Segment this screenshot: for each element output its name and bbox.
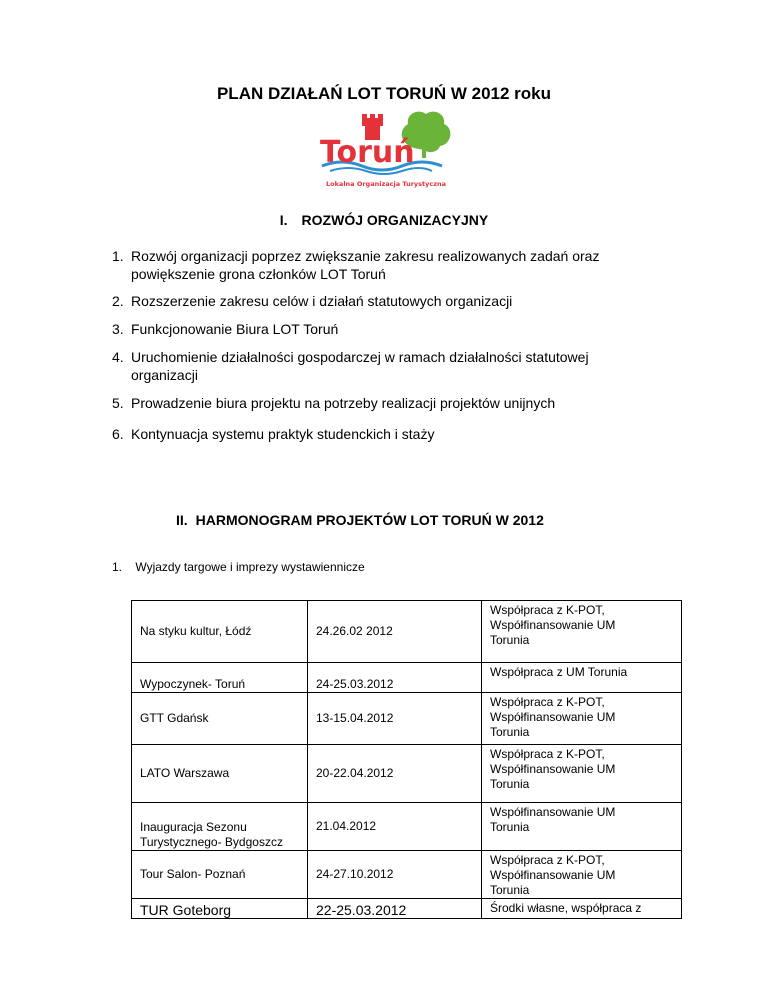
list-item: 2. Rozszerzenie zakresu celów i działań statutowych organizacji (112, 293, 513, 309)
note-cell: Współpraca z K-POT, Współfinansowanie UM Torunia (482, 693, 682, 745)
event-cell: Wypoczynek- Toruń (132, 663, 308, 693)
note-cell: Współpraca z K-POT, Współfinansowanie UM Torunia (482, 745, 682, 803)
list-item: 4. Uruchomienie działalności gospodarczej w ramach działalności statutowej organizacji (112, 349, 589, 383)
list-item: 1. Rozwój organizacji poprzez zwiększanie zakresu realizowanych zadań oraz powiększenie grona członków LOT Toruń (112, 248, 600, 282)
section-1-numeral: I. (279, 212, 288, 228)
lot-torun-logo (312, 108, 460, 192)
subsection-heading: 1. Wyjazdy targowe i imprezy wystawiennicze (112, 560, 365, 574)
date-cell: 22-25.03.2012 (308, 899, 482, 919)
section-1-title: ROZWÓJ ORGANIZACYJNY (301, 212, 489, 228)
table-row (132, 745, 682, 803)
table-row (132, 899, 682, 919)
list-item: 6. Kontynuacja systemu praktyk studenckich i staży (112, 426, 435, 442)
logo-wordmark: Toruń (320, 135, 415, 170)
note-cell: Współpraca z K-POT, Współfinansowanie UM Torunia (482, 601, 682, 663)
date-cell: 24.26.02 2012 (308, 601, 482, 663)
table-row (132, 663, 682, 693)
list-item: 5. Prowadzenie biura projektu na potrzeby realizacji projektów unijnych (112, 395, 556, 411)
date-cell: 13-15.04.2012 (308, 693, 482, 745)
section-1-heading (0, 212, 768, 228)
event-cell: GTT Gdańsk (132, 693, 308, 745)
date-cell: 24-27.10.2012 (308, 851, 482, 899)
table-row (132, 803, 682, 851)
logo-tagline: Lokalna Organizacja Turystyczna (326, 180, 446, 188)
date-cell: 20-22.04.2012 (308, 745, 482, 803)
document-title: PLAN DZIAŁAŃ LOT TORUŃ W 2012 roku (216, 84, 552, 103)
note-cell: Współpraca z UM Torunia (482, 663, 682, 693)
schedule-table (131, 600, 682, 919)
date-cell: 24-25.03.2012 (308, 663, 482, 693)
date-cell: 21.04.2012 (308, 803, 482, 851)
event-cell: LATO Warszawa (132, 745, 308, 803)
section-2-heading (176, 512, 544, 528)
table-row (132, 601, 682, 663)
note-cell: Środki własne, współpraca z (482, 899, 682, 919)
section-2-numeral: II. (176, 512, 188, 528)
event-cell: Inauguracja Sezonu Turystycznego- Bydgoszcz (132, 803, 308, 851)
section-2-title: HARMONOGRAM PROJEKTÓW LOT TORUŃ W 2012 (195, 512, 544, 528)
table-row (132, 851, 682, 899)
event-cell: Na styku kultur, Łódź (132, 601, 308, 663)
note-cell: Współpraca z K-POT, Współfinansowanie UM Torunia (482, 851, 682, 899)
note-cell: Współfinansowanie UM Torunia (482, 803, 682, 851)
table-row (132, 693, 682, 745)
event-cell: Tour Salon- Poznań (132, 851, 308, 899)
event-cell: TUR Goteborg (132, 899, 308, 919)
list-item: 3. Funkcjonowanie Biura LOT Toruń (112, 321, 339, 337)
logo-graphic (312, 108, 460, 192)
